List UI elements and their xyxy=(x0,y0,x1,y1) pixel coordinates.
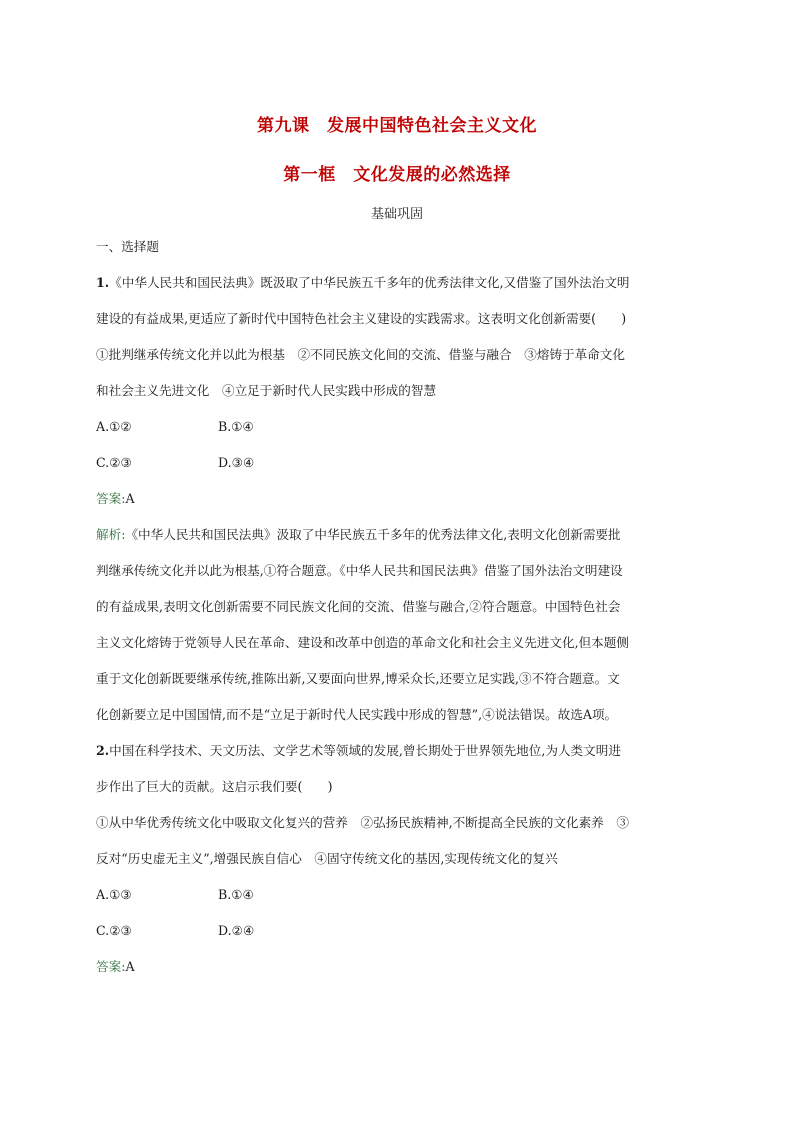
q1-stem-line-1: 1.《中华人民共和国民法典》既汲取了中华民族五千多年的优秀法律文化,又借鉴了国外法治文明 xyxy=(96,275,630,290)
q1-number: 1. xyxy=(96,275,110,290)
q1-analysis-line-6: 化创新要立足中国国情,而不是“立足于新时代人民实践中形成的智慧”,④说法错误。故选A项。 xyxy=(96,707,618,722)
q1-options-row-2 xyxy=(96,455,496,471)
q1-item-line-2: 和社会主义先进文化 ④立足于新时代人民实践中形成的智慧 xyxy=(96,383,437,398)
q2-item-line-2: 反对“历史虚无主义”,增强民族自信心 ④固守传统文化的基因,实现传统文化的复兴 xyxy=(96,851,558,866)
q1-analysis-label: 解析: xyxy=(96,527,126,542)
q1-analysis-line-2: 判继承传统文化并以此为根基,①符合题意。《中华人民共和国民法典》借鉴了国外法治文明建设 xyxy=(96,563,623,578)
q1-answer-value: A xyxy=(125,491,135,506)
q1-analysis-line-4: 主义文化熔铸于党领导人民在革命、建设和改革中创造的革命文化和社会主义先进文化,但本题侧 xyxy=(96,635,629,650)
section-heading: 基础巩固 xyxy=(370,207,423,222)
q1-item-line-1: ①批判继承传统文化并以此为根基 ②不同民族文化间的交流、借鉴与融合 ③熔铸于革命文化 xyxy=(96,347,625,362)
q2-option-c: C.②③ xyxy=(96,923,132,938)
q2-answer-label: 答案: xyxy=(96,959,126,974)
q1-option-b: B.①④ xyxy=(218,419,254,434)
q2-number: 2. xyxy=(96,743,110,758)
q1-answer xyxy=(96,491,135,507)
q2-answer-value: A xyxy=(125,959,135,974)
q1-analysis-line-5: 重于文化创新既要继承传统,推陈出新,又要面向世界,博采众长,还要立足实践,③不符合题意。文 xyxy=(96,671,620,686)
q1-options-row-1 xyxy=(96,419,496,435)
q2-option-d: D.②④ xyxy=(218,923,255,938)
q2-options-row-1 xyxy=(96,887,496,903)
q1-analysis-line-3: 的有益成果,表明文化创新需要不同民族文化间的交流、借鉴与融合,②符合题意。中国特色社会 xyxy=(96,599,621,614)
q2-answer xyxy=(96,959,135,975)
q1-answer-label: 答案: xyxy=(96,491,126,506)
q1-stem-line-2: 建设的有益成果,更适应了新时代中国特色社会主义建设的实践需求。这表明文化创新需要( ) xyxy=(96,311,627,326)
part-heading: 一、选择题 xyxy=(96,239,159,254)
q1-option-a: A.①② xyxy=(96,419,132,434)
q2-option-b: B.①④ xyxy=(218,887,254,902)
q2-options-row-2 xyxy=(96,923,496,939)
q2-item-line-1: ①从中华优秀传统文化中吸取文化复兴的营养 ②弘扬民族精神,不断提高全民族的文化素养 ③ xyxy=(96,815,629,830)
q1-analysis-line-1: 解析:《中华人民共和国民法典》汲取了中华民族五千多年的优秀法律文化,表明文化创新需要批 xyxy=(96,527,621,542)
q2-stem-line-1: 2.中国在科学技术、天文历法、文学艺术等领域的发展,曾长期处于世界领先地位,为人类文明进 xyxy=(96,743,621,758)
q2-stem-line-2: 步作出了巨大的贡献。这启示我们要( ) xyxy=(96,779,333,794)
q1-option-c: C.②③ xyxy=(96,455,132,470)
section-title: 第一框 文化发展的必然选择 xyxy=(283,165,511,185)
lesson-title: 第九课 发展中国特色社会主义文化 xyxy=(257,116,537,136)
q2-option-a: A.①③ xyxy=(96,887,132,902)
q1-option-d: D.③④ xyxy=(218,455,255,470)
